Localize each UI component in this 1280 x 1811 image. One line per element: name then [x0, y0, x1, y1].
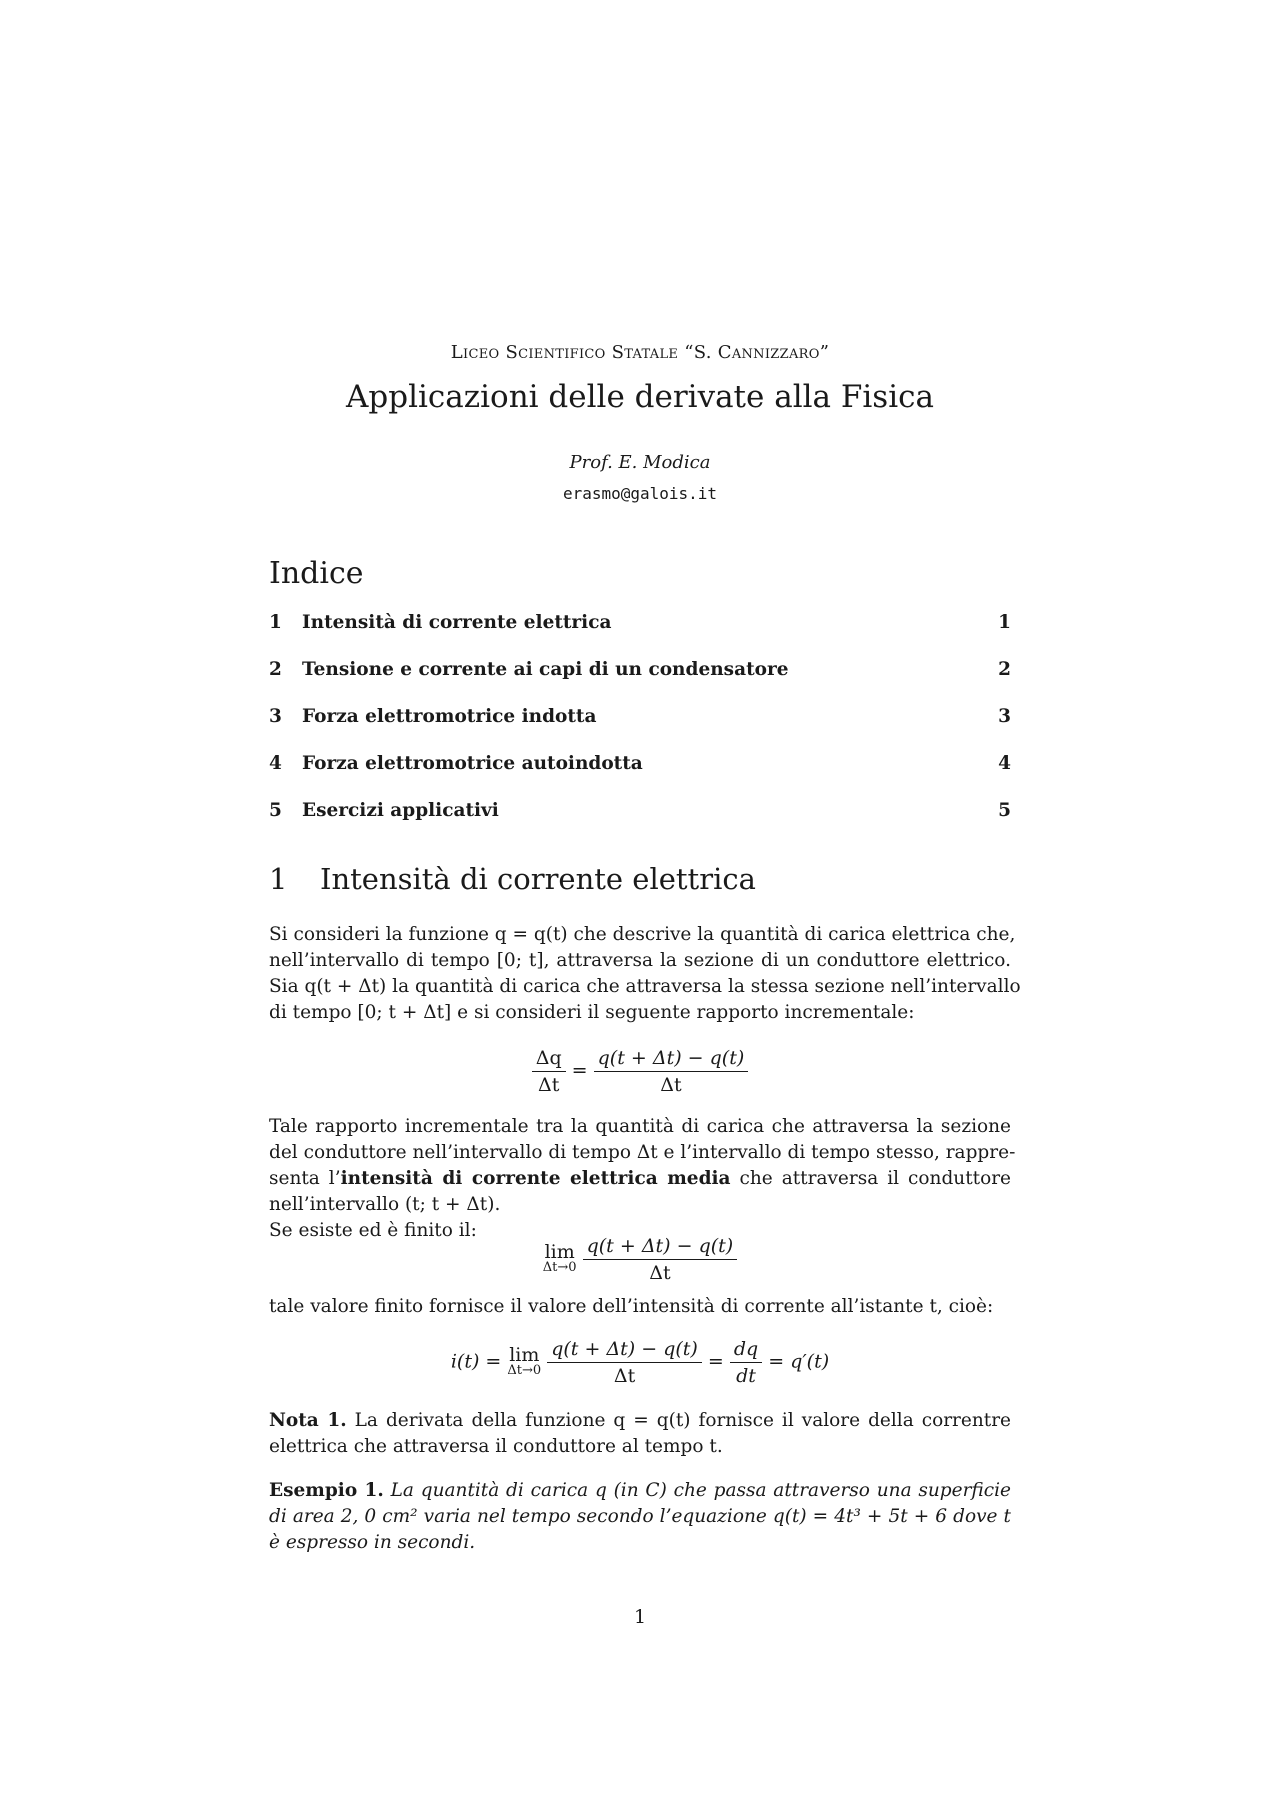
equation-limit	[0, 1235, 1280, 1284]
equation-current-derivative	[0, 1338, 1280, 1387]
toc-entry-title: Intensità di corrente elettrica	[302, 612, 612, 633]
toc-entry-title: Forza elettromotrice autoindotta	[302, 753, 643, 774]
toc-entry-title: Forza elettromotrice indotta	[302, 706, 597, 727]
equals-sign: =	[707, 1350, 724, 1373]
school-name: Liceo Scientifico Statale “S. Cannizzaro”	[450, 342, 830, 363]
text-line: nell’intervallo (t; t + Δt).	[269, 1194, 501, 1215]
lim-subscript: Δt→0	[542, 1259, 577, 1275]
section-number: 1	[269, 862, 288, 896]
toc-entry-page: 4	[998, 753, 1011, 774]
section-title: Intensità di corrente elettrica	[320, 862, 756, 896]
toc-entry[interactable]	[269, 612, 1011, 659]
text-line: Si consideri la funzione q = q(t) che descrive la quantità di carica elettrica che,	[269, 924, 1016, 945]
toc-entry-number: 3	[269, 706, 282, 727]
text-line: del conduttore nell’intervallo di tempo Δt e l’intervallo di tempo stesso, rappre-	[269, 1142, 1016, 1163]
numerator: Δq	[532, 1047, 566, 1072]
toc-entry-number: 5	[269, 800, 282, 821]
lim-subscript: Δt→0	[507, 1362, 542, 1378]
note-label: Nota 1.	[269, 1410, 347, 1431]
fraction	[594, 1047, 749, 1096]
denominator: Δt	[660, 1074, 682, 1096]
text-span: La quantità di carica q (in C) che passa attraverso una superficie	[383, 1480, 1011, 1501]
text-line: nell’intervallo di tempo [0; t], attraversa la sezione di un conduttore elettrico.	[269, 950, 1011, 971]
toc-heading: Indice	[269, 556, 364, 591]
text-line: elettrica che attraversa il conduttore al tempo t.	[269, 1436, 723, 1457]
toc-entry-number: 1	[269, 612, 282, 633]
toc-entry-number: 2	[269, 659, 282, 680]
toc-entry[interactable]	[269, 659, 1011, 706]
bold-term: intensità di corrente elettrica media	[340, 1168, 731, 1189]
text-line	[269, 1478, 1011, 1504]
toc-entry-title: Tensione e corrente ai capi di un condensatore	[302, 659, 789, 680]
note-1	[269, 1408, 1011, 1460]
page-number: 1	[633, 1606, 647, 1628]
fraction	[583, 1235, 738, 1284]
numerator: dq	[730, 1338, 762, 1363]
toc-entry-page: 3	[998, 706, 1011, 727]
toc-entry-page: 1	[998, 612, 1011, 633]
numerator: q(t + Δt) − q(t)	[547, 1338, 702, 1363]
paragraph-intro	[269, 922, 1021, 1026]
fraction	[532, 1047, 566, 1096]
example-1	[269, 1478, 1011, 1556]
limit-operator	[507, 1343, 542, 1379]
paragraph-average-current	[269, 1114, 1016, 1244]
lim-text: lim	[544, 1240, 575, 1263]
denominator: Δt	[538, 1074, 560, 1096]
text-line: è espresso in secondi.	[269, 1532, 476, 1553]
lim-text: lim	[509, 1343, 540, 1366]
toc-entry[interactable]	[269, 753, 1011, 800]
text-span: che attraversa il conduttore	[730, 1168, 1011, 1189]
text-line: Tale rapporto incrementale tra la quantità di carica che attraversa la sezione	[269, 1116, 1011, 1137]
example-label: Esempio 1.	[269, 1480, 384, 1501]
text-span: senta l’	[269, 1168, 341, 1189]
numerator: q(t + Δt) − q(t)	[583, 1235, 738, 1260]
author: Prof. E. Modica	[569, 452, 711, 473]
table-of-contents	[269, 612, 1011, 847]
equals-sign: =	[571, 1059, 588, 1082]
equation-ratio	[0, 1047, 1280, 1096]
denominator: Δt	[649, 1262, 671, 1284]
text-line: di area 2, 0 cm² varia nel tempo secondo l’equazione q(t) = 4t³ + 5t + 6 dove t	[269, 1506, 1011, 1527]
fraction	[730, 1338, 762, 1387]
equation-rhs: = q′(t)	[768, 1350, 830, 1373]
text-line	[269, 1408, 1011, 1434]
text-line: tale valore finito fornisce il valore dell’intensità di corrente all’istante t, cioè:	[269, 1296, 994, 1317]
toc-entry-page: 5	[998, 800, 1011, 821]
text-span: La derivata della funzione q = q(t) fornisce il valore della correntre	[346, 1410, 1011, 1431]
text-line: Sia q(t + Δt) la quantità di carica che attraversa la stessa sezione nell’intervallo	[269, 976, 1021, 997]
equation-lhs: i(t) =	[450, 1350, 502, 1373]
document-title: Applicazioni delle derivate alla Fisica	[346, 379, 934, 415]
paragraph-instantaneous	[269, 1294, 1011, 1320]
denominator: Δt	[613, 1365, 636, 1387]
toc-entry[interactable]	[269, 706, 1011, 753]
numerator: q(t + Δt) − q(t)	[594, 1047, 749, 1072]
fraction	[547, 1338, 702, 1387]
denominator: dt	[736, 1365, 756, 1387]
text-line	[269, 1166, 1011, 1192]
toc-entry-title: Esercizi applicativi	[302, 800, 499, 821]
toc-entry-number: 4	[269, 753, 282, 774]
text-line: di tempo [0; t + Δt] e si consideri il seguente rapporto incrementale:	[269, 1002, 915, 1023]
text-line: Se esiste ed è finito il:	[269, 1220, 477, 1241]
toc-entry-page: 2	[998, 659, 1011, 680]
toc-entry[interactable]	[269, 800, 1011, 847]
author-email[interactable]: erasmo@galois.it	[562, 484, 718, 503]
limit-operator	[542, 1240, 577, 1276]
section-heading	[269, 862, 756, 896]
